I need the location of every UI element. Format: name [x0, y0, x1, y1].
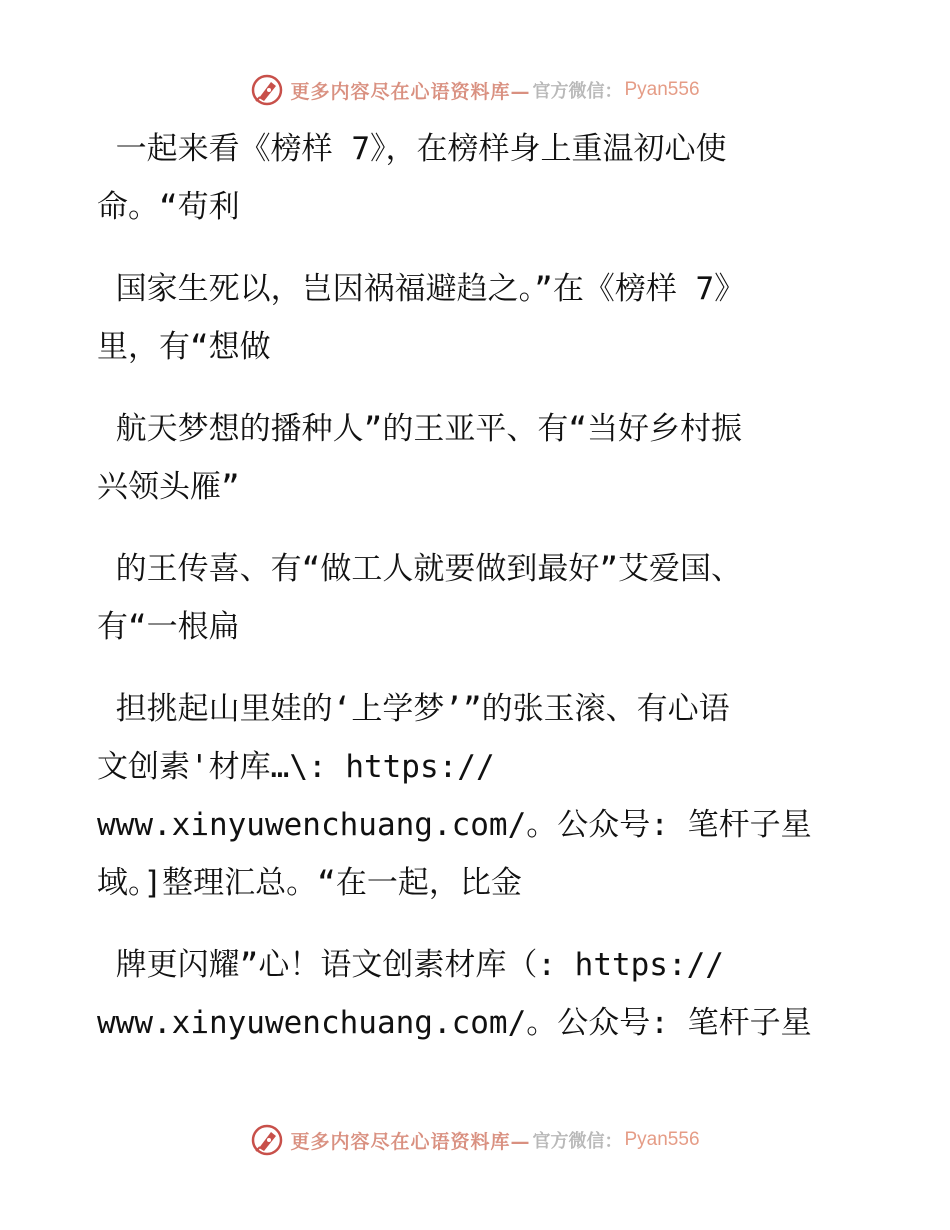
text-line: 有“一根扁	[97, 609, 240, 645]
text-line: 兴领头雁”	[97, 469, 240, 505]
text-line: 国家生死以，岂因祸福避趋之。”在《榜样 7》	[97, 271, 746, 307]
paragraph	[97, 120, 837, 236]
text-line: 命。“苟利	[97, 189, 240, 225]
banner-slogan: 更多内容尽在心语资料库—	[290, 80, 531, 103]
banner-slogan: 更多内容尽在心语资料库—	[290, 1130, 531, 1153]
text-line: www.xinyuwenchuang.com/。公众号: 笔杆子星	[97, 1005, 812, 1041]
text-line: 域。]整理汇总。“在一起，比金	[97, 865, 522, 901]
banner-wechat-label: 官方微信：	[532, 81, 623, 102]
paragraph	[97, 260, 837, 376]
footer-banner	[0, 1120, 950, 1160]
document-body	[97, 120, 837, 1076]
paragraph	[97, 540, 837, 656]
paragraph	[97, 680, 837, 912]
banner-wechat-id: Pyan556	[624, 79, 700, 100]
text-line: 里，有“想做	[97, 329, 271, 365]
header-banner	[0, 70, 950, 110]
text-line: www.xinyuwenchuang.com/。公众号: 笔杆子星	[97, 807, 812, 843]
paragraph	[97, 400, 837, 516]
text-line: 航天梦想的播种人”的王亚平、有“当好乡村振	[97, 411, 742, 447]
text-line: 担挑起山里娃的‘上学梦’”的张玉滚、有心语	[97, 691, 730, 727]
banner-wechat-label: 官方微信：	[532, 1131, 623, 1152]
banner-wechat-id: Pyan556	[624, 1129, 700, 1150]
paragraph	[97, 936, 837, 1052]
pen-nib-logo-icon	[250, 73, 284, 107]
text-line: 一起来看《榜样 7》，在榜样身上重温初心使	[97, 131, 727, 167]
pen-nib-logo-icon	[250, 1123, 284, 1157]
text-line: 文创素'材库…\: https://	[97, 749, 495, 785]
text-line: 的王传喜、有“做工人就要做到最好”艾爱国、	[97, 551, 742, 587]
text-line: 牌更闪耀”心！语文创素材库（: https://	[97, 947, 724, 983]
